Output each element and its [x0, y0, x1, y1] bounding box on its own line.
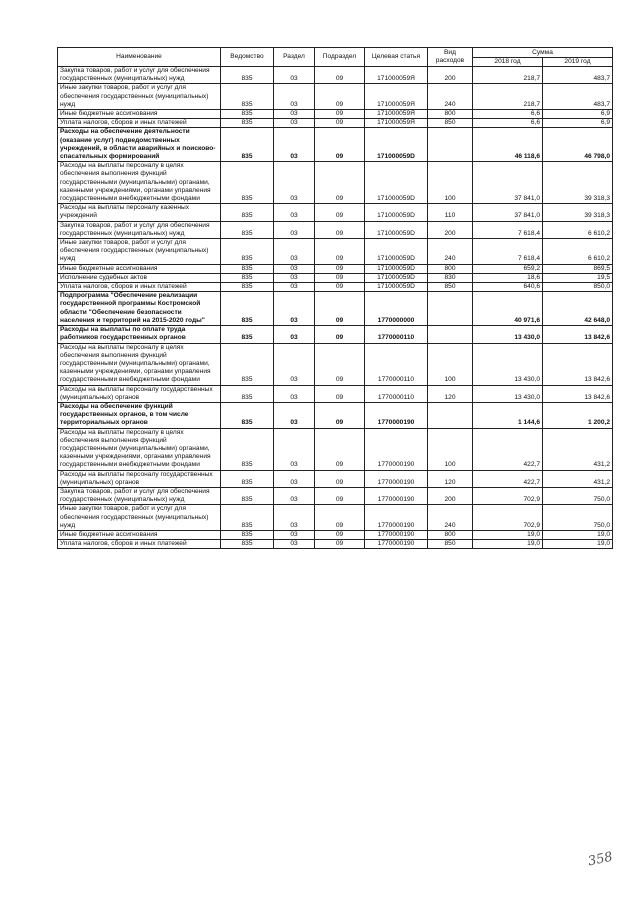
- cell-name: Уплата налогов, сборов и иных платежей: [58, 540, 221, 549]
- cell-vedomstvo: 835: [221, 119, 274, 128]
- cell-target-article: 1770000110: [365, 385, 428, 402]
- cell-razdel: 03: [274, 204, 315, 221]
- header-podrazdel: Подраздел: [315, 48, 365, 67]
- cell-sum-2018: 702,9: [473, 487, 543, 504]
- cell-podrazdel: 09: [315, 385, 365, 402]
- cell-sum-2019: 850,0: [543, 283, 613, 292]
- cell-expense-type: 850: [428, 283, 473, 292]
- cell-name: Расходы на обеспечение деятельности (оказание услуг) подведомственных учреждений, в области аварийных и поисково-спасательных формирований: [58, 128, 221, 162]
- header-vedomstvo: Ведомство: [221, 48, 274, 67]
- cell-podrazdel: 09: [315, 162, 365, 204]
- table-row: [58, 67, 613, 84]
- cell-razdel: 03: [274, 530, 315, 539]
- cell-target-article: 171000059D: [365, 128, 428, 162]
- table-row: [58, 119, 613, 128]
- cell-vedomstvo: 835: [221, 84, 274, 110]
- cell-vedomstvo: 835: [221, 326, 274, 343]
- cell-expense-type: [428, 402, 473, 428]
- cell-razdel: 03: [274, 110, 315, 119]
- table-row: [58, 162, 613, 204]
- cell-podrazdel: 09: [315, 283, 365, 292]
- cell-expense-type: 200: [428, 487, 473, 504]
- cell-sum-2019: 42 648,0: [543, 292, 613, 326]
- cell-sum-2019: 750,0: [543, 487, 613, 504]
- cell-sum-2019: 1 200,2: [543, 402, 613, 428]
- cell-podrazdel: 09: [315, 487, 365, 504]
- cell-vedomstvo: 835: [221, 273, 274, 282]
- cell-name: Иные закупки товаров, работ и услуг для обеспечения государственных (муниципальных) нужд: [58, 84, 221, 110]
- cell-vedomstvo: 835: [221, 385, 274, 402]
- cell-expense-type: 850: [428, 119, 473, 128]
- cell-razdel: 03: [274, 540, 315, 549]
- cell-sum-2019: 6,9: [543, 119, 613, 128]
- cell-name: Иные бюджетные ассигнования: [58, 264, 221, 273]
- table-row: [58, 283, 613, 292]
- page-number: 358: [586, 849, 615, 870]
- cell-expense-type: 120: [428, 470, 473, 487]
- cell-sum-2018: 659,2: [473, 264, 543, 273]
- cell-name: Иные закупки товаров, работ и услуг для обеспечения государственных (муниципальных) нужд: [58, 239, 221, 265]
- budget-table-sheet: [57, 47, 612, 549]
- cell-razdel: 03: [274, 343, 315, 385]
- cell-podrazdel: 09: [315, 402, 365, 428]
- cell-razdel: 03: [274, 162, 315, 204]
- cell-sum-2018: 37 841,0: [473, 162, 543, 204]
- cell-name: Закупка товаров, работ и услуг для обеспечения государственных (муниципальных) нужд: [58, 487, 221, 504]
- cell-sum-2018: 13 430,0: [473, 343, 543, 385]
- header-razdel: Раздел: [274, 48, 315, 67]
- cell-expense-type: 110: [428, 204, 473, 221]
- cell-sum-2019: 483,7: [543, 84, 613, 110]
- cell-sum-2018: 640,6: [473, 283, 543, 292]
- cell-razdel: 03: [274, 470, 315, 487]
- table-row: [58, 239, 613, 265]
- cell-sum-2018: 19,0: [473, 540, 543, 549]
- cell-expense-type: 830: [428, 273, 473, 282]
- cell-razdel: 03: [274, 385, 315, 402]
- cell-target-article: 171000059Я: [365, 119, 428, 128]
- cell-name: Расходы на выплаты персоналу в целях обеспечения выполнения функций государственными (муниципальными) органами, казенными учреждениями, органами управления государственными внебюджетными фондами: [58, 343, 221, 385]
- cell-vedomstvo: 835: [221, 110, 274, 119]
- cell-name: Иные закупки товаров, работ и услуг для обеспечения государственных (муниципальных) нужд: [58, 505, 221, 531]
- cell-expense-type: 800: [428, 110, 473, 119]
- cell-sum-2019: 6,9: [543, 110, 613, 119]
- cell-sum-2019: 6 610,2: [543, 221, 613, 238]
- cell-razdel: 03: [274, 428, 315, 470]
- cell-razdel: 03: [274, 264, 315, 273]
- cell-podrazdel: 09: [315, 239, 365, 265]
- cell-target-article: 171000059D: [365, 162, 428, 204]
- cell-vedomstvo: 835: [221, 221, 274, 238]
- table-row: [58, 292, 613, 326]
- cell-target-article: 171000059D: [365, 273, 428, 282]
- cell-sum-2019: 431,2: [543, 470, 613, 487]
- cell-sum-2019: 6 610,2: [543, 239, 613, 265]
- table-row: [58, 487, 613, 504]
- cell-vedomstvo: 835: [221, 264, 274, 273]
- cell-name: Исполнение судебных актов: [58, 273, 221, 282]
- cell-podrazdel: 09: [315, 470, 365, 487]
- cell-sum-2018: 218,7: [473, 67, 543, 84]
- cell-sum-2019: 39 318,3: [543, 162, 613, 204]
- cell-podrazdel: 09: [315, 264, 365, 273]
- cell-podrazdel: 09: [315, 84, 365, 110]
- header-sum: Сумма: [473, 48, 613, 58]
- table-row: [58, 470, 613, 487]
- cell-sum-2018: 7 618,4: [473, 221, 543, 238]
- cell-sum-2018: 37 841,0: [473, 204, 543, 221]
- cell-sum-2019: 19,0: [543, 530, 613, 539]
- table-row: [58, 428, 613, 470]
- cell-sum-2018: 46 118,6: [473, 128, 543, 162]
- table-row: [58, 110, 613, 119]
- cell-target-article: 1770000000: [365, 292, 428, 326]
- table-row: [58, 264, 613, 273]
- cell-razdel: 03: [274, 402, 315, 428]
- cell-name: Иные бюджетные ассигнования: [58, 110, 221, 119]
- cell-target-article: 1770000190: [365, 505, 428, 531]
- table-row: [58, 385, 613, 402]
- cell-sum-2019: 13 842,6: [543, 343, 613, 385]
- cell-name: Расходы на выплаты персоналу в целях обеспечения выполнения функций государственными (муниципальными) органами, казенными учреждениями, органами управления государственными внебюджетными фондами: [58, 428, 221, 470]
- cell-vedomstvo: 835: [221, 67, 274, 84]
- cell-vedomstvo: 835: [221, 487, 274, 504]
- cell-razdel: 03: [274, 292, 315, 326]
- cell-razdel: 03: [274, 84, 315, 110]
- cell-sum-2018: 40 971,6: [473, 292, 543, 326]
- cell-target-article: 171000059D: [365, 239, 428, 265]
- cell-vedomstvo: 835: [221, 402, 274, 428]
- cell-target-article: 171000059D: [365, 264, 428, 273]
- cell-target-article: 1770000190: [365, 487, 428, 504]
- cell-sum-2018: 6,6: [473, 110, 543, 119]
- cell-sum-2019: 19,0: [543, 540, 613, 549]
- cell-podrazdel: 09: [315, 119, 365, 128]
- cell-expense-type: 800: [428, 264, 473, 273]
- cell-sum-2018: 7 618,4: [473, 239, 543, 265]
- header-year-2018: 2018 год: [473, 58, 543, 67]
- cell-vedomstvo: 835: [221, 162, 274, 204]
- cell-name: Подпрограмма "Обеспечение реализации государственной программы Костромской области "Обеспечение безопасности населения и территорий на 2015-2020 годы": [58, 292, 221, 326]
- cell-expense-type: 850: [428, 540, 473, 549]
- cell-sum-2018: 19,0: [473, 530, 543, 539]
- header-expense-type: Вид расходов: [428, 48, 473, 67]
- cell-podrazdel: 09: [315, 292, 365, 326]
- cell-podrazdel: 09: [315, 428, 365, 470]
- cell-razdel: 03: [274, 505, 315, 531]
- cell-name: Расходы на обеспечение функций государственных органов, в том числе территориальных органов: [58, 402, 221, 428]
- header-name: Наименование: [58, 48, 221, 67]
- cell-target-article: 1770000110: [365, 343, 428, 385]
- cell-podrazdel: 09: [315, 540, 365, 549]
- cell-vedomstvo: 835: [221, 428, 274, 470]
- cell-expense-type: 100: [428, 343, 473, 385]
- cell-expense-type: [428, 292, 473, 326]
- table-row: [58, 343, 613, 385]
- cell-sum-2018: 702,9: [473, 505, 543, 531]
- cell-target-article: 1770000110: [365, 326, 428, 343]
- cell-podrazdel: 09: [315, 110, 365, 119]
- table-row: [58, 204, 613, 221]
- cell-podrazdel: 09: [315, 273, 365, 282]
- cell-razdel: 03: [274, 221, 315, 238]
- table-row: [58, 326, 613, 343]
- cell-sum-2018: 1 144,6: [473, 402, 543, 428]
- cell-vedomstvo: 835: [221, 204, 274, 221]
- cell-sum-2019: 19,5: [543, 273, 613, 282]
- cell-sum-2019: 483,7: [543, 67, 613, 84]
- cell-name: Расходы на выплаты персоналу в целях обеспечения выполнения функций государственными (муниципальными) органами, казенными учреждениями, органами управления государственными внебюджетными фондами: [58, 162, 221, 204]
- cell-expense-type: 100: [428, 428, 473, 470]
- table-row: [58, 540, 613, 549]
- cell-sum-2019: 13 842,6: [543, 385, 613, 402]
- cell-expense-type: 240: [428, 84, 473, 110]
- cell-vedomstvo: 835: [221, 540, 274, 549]
- cell-vedomstvo: 835: [221, 470, 274, 487]
- cell-vedomstvo: 835: [221, 292, 274, 326]
- cell-vedomstvo: 835: [221, 505, 274, 531]
- cell-expense-type: [428, 128, 473, 162]
- cell-name: Уплата налогов, сборов и иных платежей: [58, 283, 221, 292]
- cell-name: Закупка товаров, работ и услуг для обеспечения государственных (муниципальных) нужд: [58, 67, 221, 84]
- cell-podrazdel: 09: [315, 530, 365, 539]
- cell-podrazdel: 09: [315, 128, 365, 162]
- cell-target-article: 171000059Я: [365, 67, 428, 84]
- cell-expense-type: 240: [428, 505, 473, 531]
- cell-podrazdel: 09: [315, 326, 365, 343]
- cell-vedomstvo: 835: [221, 239, 274, 265]
- header-target-article: Целевая статья: [365, 48, 428, 67]
- cell-sum-2019: 13 842,6: [543, 326, 613, 343]
- cell-target-article: 171000059Я: [365, 84, 428, 110]
- table-row: [58, 505, 613, 531]
- cell-target-article: 171000059D: [365, 204, 428, 221]
- header-year-2019: 2019 год: [543, 58, 613, 67]
- cell-sum-2018: 422,7: [473, 470, 543, 487]
- table-row: [58, 273, 613, 282]
- cell-razdel: 03: [274, 326, 315, 343]
- cell-sum-2019: 869,5: [543, 264, 613, 273]
- cell-expense-type: 200: [428, 67, 473, 84]
- cell-name: Уплата налогов, сборов и иных платежей: [58, 119, 221, 128]
- cell-sum-2019: 39 318,3: [543, 204, 613, 221]
- cell-podrazdel: 09: [315, 221, 365, 238]
- cell-name: Расходы на выплаты персоналу казенных учреждений: [58, 204, 221, 221]
- cell-expense-type: 240: [428, 239, 473, 265]
- cell-razdel: 03: [274, 67, 315, 84]
- cell-target-article: 1770000190: [365, 402, 428, 428]
- cell-sum-2019: 431,2: [543, 428, 613, 470]
- cell-target-article: 171000059D: [365, 221, 428, 238]
- cell-target-article: 1770000190: [365, 470, 428, 487]
- cell-razdel: 03: [274, 283, 315, 292]
- cell-expense-type: 800: [428, 530, 473, 539]
- cell-podrazdel: 09: [315, 505, 365, 531]
- cell-podrazdel: 09: [315, 343, 365, 385]
- table-row: [58, 530, 613, 539]
- cell-vedomstvo: 835: [221, 128, 274, 162]
- cell-target-article: 171000059D: [365, 283, 428, 292]
- cell-sum-2018: 422,7: [473, 428, 543, 470]
- table-body: [58, 67, 613, 549]
- cell-podrazdel: 09: [315, 204, 365, 221]
- cell-target-article: 171000059Я: [365, 110, 428, 119]
- cell-sum-2018: 218,7: [473, 84, 543, 110]
- cell-sum-2018: 18,6: [473, 273, 543, 282]
- cell-expense-type: 100: [428, 162, 473, 204]
- cell-razdel: 03: [274, 239, 315, 265]
- cell-expense-type: 200: [428, 221, 473, 238]
- cell-razdel: 03: [274, 128, 315, 162]
- table-row: [58, 402, 613, 428]
- cell-vedomstvo: 835: [221, 530, 274, 539]
- cell-razdel: 03: [274, 273, 315, 282]
- cell-name: Расходы на выплаты по оплате труда работников государственных органов: [58, 326, 221, 343]
- table-row: [58, 221, 613, 238]
- cell-expense-type: 120: [428, 385, 473, 402]
- cell-sum-2019: 46 798,0: [543, 128, 613, 162]
- cell-podrazdel: 09: [315, 67, 365, 84]
- cell-razdel: 03: [274, 487, 315, 504]
- cell-name: Расходы на выплаты персоналу государственных (муниципальных) органов: [58, 385, 221, 402]
- cell-target-article: 1770000190: [365, 428, 428, 470]
- cell-vedomstvo: 835: [221, 343, 274, 385]
- cell-sum-2019: 750,0: [543, 505, 613, 531]
- cell-sum-2018: 13 430,0: [473, 326, 543, 343]
- cell-name: Закупка товаров, работ и услуг для обеспечения государственных (муниципальных) нужд: [58, 221, 221, 238]
- cell-name: Иные бюджетные ассигнования: [58, 530, 221, 539]
- budget-table: [57, 47, 613, 549]
- table-row: [58, 84, 613, 110]
- cell-target-article: 1770000190: [365, 540, 428, 549]
- cell-expense-type: [428, 326, 473, 343]
- cell-vedomstvo: 835: [221, 283, 274, 292]
- cell-name: Расходы на выплаты персоналу государственных (муниципальных) органов: [58, 470, 221, 487]
- table-row: [58, 128, 613, 162]
- cell-razdel: 03: [274, 119, 315, 128]
- cell-sum-2018: 13 430,0: [473, 385, 543, 402]
- cell-sum-2018: 6,6: [473, 119, 543, 128]
- cell-target-article: 1770000190: [365, 530, 428, 539]
